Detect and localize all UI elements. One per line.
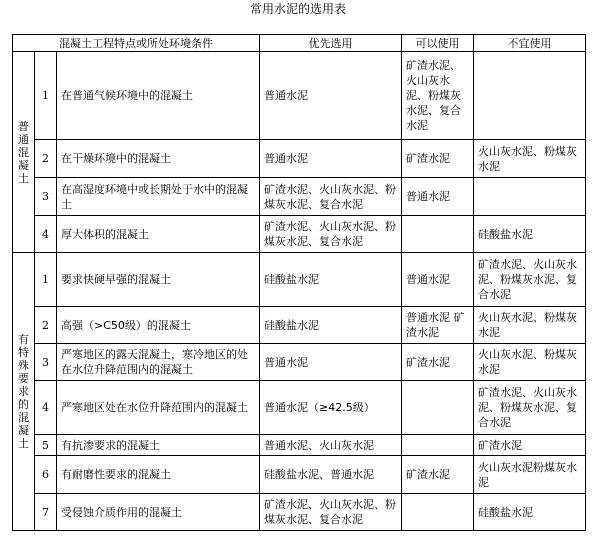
acceptable-cell <box>402 381 474 435</box>
unsuitable-cell: 矿渣水泥 <box>474 435 586 456</box>
preferred-cell: 矿渣水泥、火山灰水泥、粉煤灰水泥、复合水泥 <box>260 494 402 531</box>
condition-cell: 高强（>C50级）的混凝土 <box>57 307 260 344</box>
header-row <box>13 35 586 52</box>
unsuitable-cell: 火山灰水泥、粉煤灰水泥 <box>474 307 586 344</box>
acceptable-cell <box>402 435 474 456</box>
condition-cell: 严寒地区的露天混凝土，寒冷地区的处在水位升降范围内的混凝土 <box>57 344 260 381</box>
table-title: 常用水泥的选用表 <box>249 2 346 16</box>
row-number: 3 <box>35 344 57 381</box>
acceptable-cell: 普通水泥 矿渣水泥 <box>402 307 474 344</box>
preferred-cell: 硅酸盐水泥 <box>260 253 402 307</box>
group-label-ordinary: 普通混凝土 <box>13 52 35 253</box>
unsuitable-cell: 硅酸盐水泥 <box>474 494 586 531</box>
preferred-cell: 矿渣水泥、火山灰水泥、粉煤灰水泥、复合水泥 <box>260 178 402 216</box>
preferred-cell: 普通水泥 <box>260 344 402 381</box>
row-number: 2 <box>35 140 57 178</box>
header-condition: 混凝土工程特点或所处环境条件 <box>13 35 260 52</box>
preferred-cell: 矿渣水泥、火山灰水泥、粉煤灰水泥、复合水泥 <box>260 216 402 253</box>
table-row <box>13 253 586 307</box>
unsuitable-cell: 火山灰水泥、粉煤灰水泥 <box>474 344 586 381</box>
table-row <box>13 307 586 344</box>
preferred-cell: 硅酸盐水泥 <box>260 307 402 344</box>
condition-cell: 严寒地区处在水位升降范围内的混凝土 <box>57 381 260 435</box>
unsuitable-cell: 火山灰水泥、粉煤灰水泥 <box>474 140 586 178</box>
preferred-cell: 普通水泥 <box>260 140 402 178</box>
condition-cell: 在高湿度环境中或长期处于水中的混凝土 <box>57 178 260 216</box>
table-row <box>13 494 586 531</box>
acceptable-cell: 矿渣水泥 <box>402 456 474 494</box>
unsuitable-cell: 硅酸盐水泥 <box>474 216 586 253</box>
condition-cell: 在干燥环境中的混凝土 <box>57 140 260 178</box>
row-number: 3 <box>35 178 57 216</box>
table-row <box>13 178 586 216</box>
table-row <box>13 140 586 178</box>
table-row <box>13 381 586 435</box>
condition-cell: 在普通气候环境中的混凝土 <box>57 52 260 140</box>
acceptable-cell: 矿渣水泥 <box>402 344 474 381</box>
row-number: 2 <box>35 307 57 344</box>
preferred-cell: 普通水泥 <box>260 52 402 140</box>
condition-cell: 要求快硬早强的混凝土 <box>57 253 260 307</box>
table-row <box>13 52 586 140</box>
acceptable-cell: 普通水泥 <box>402 253 474 307</box>
preferred-cell: 硅酸盐水泥、普通水泥 <box>260 456 402 494</box>
row-number: 5 <box>35 435 57 456</box>
unsuitable-cell: 矿渣水泥、火山灰水泥、粉煤灰水泥、复合水泥 <box>474 253 586 307</box>
acceptable-cell <box>402 216 474 253</box>
table-row <box>13 216 586 253</box>
table-row <box>13 435 586 456</box>
group-label-special: 有特殊要求的混凝土 <box>13 253 35 531</box>
row-number: 4 <box>35 381 57 435</box>
condition-cell: 有抗渗要求的混凝土 <box>57 435 260 456</box>
row-number: 1 <box>35 52 57 140</box>
preferred-cell: 普通水泥（≥42.5级） <box>260 381 402 435</box>
condition-cell: 受侵蚀介质作用的混凝土 <box>57 494 260 531</box>
condition-cell: 厚大体积的混凝土 <box>57 216 260 253</box>
unsuitable-cell <box>474 178 586 216</box>
row-number: 4 <box>35 216 57 253</box>
table-row <box>13 344 586 381</box>
unsuitable-cell: 矿渣水泥、火山灰水泥、粉煤灰水泥、复合水泥 <box>474 381 586 435</box>
preferred-cell: 普通水泥、火山灰水泥 <box>260 435 402 456</box>
row-number: 7 <box>35 494 57 531</box>
row-number: 1 <box>35 253 57 307</box>
unsuitable-cell <box>474 52 586 140</box>
acceptable-cell: 矿渣水泥 <box>402 140 474 178</box>
table-row <box>13 456 586 494</box>
acceptable-cell: 普通水泥 <box>402 178 474 216</box>
condition-cell: 有耐磨性要求的混凝土 <box>57 456 260 494</box>
header-preferred: 优先选用 <box>260 35 402 52</box>
header-acceptable: 可以使用 <box>402 35 474 52</box>
row-number: 6 <box>35 456 57 494</box>
acceptable-cell <box>402 494 474 531</box>
unsuitable-cell: 火山灰水泥粉煤灰水泥 <box>474 456 586 494</box>
header-unsuitable: 不宜使用 <box>474 35 586 52</box>
cement-selection-table <box>12 34 586 531</box>
acceptable-cell: 矿渣水泥、火山灰水泥、粉煤灰水泥、复合水泥 <box>402 52 474 140</box>
